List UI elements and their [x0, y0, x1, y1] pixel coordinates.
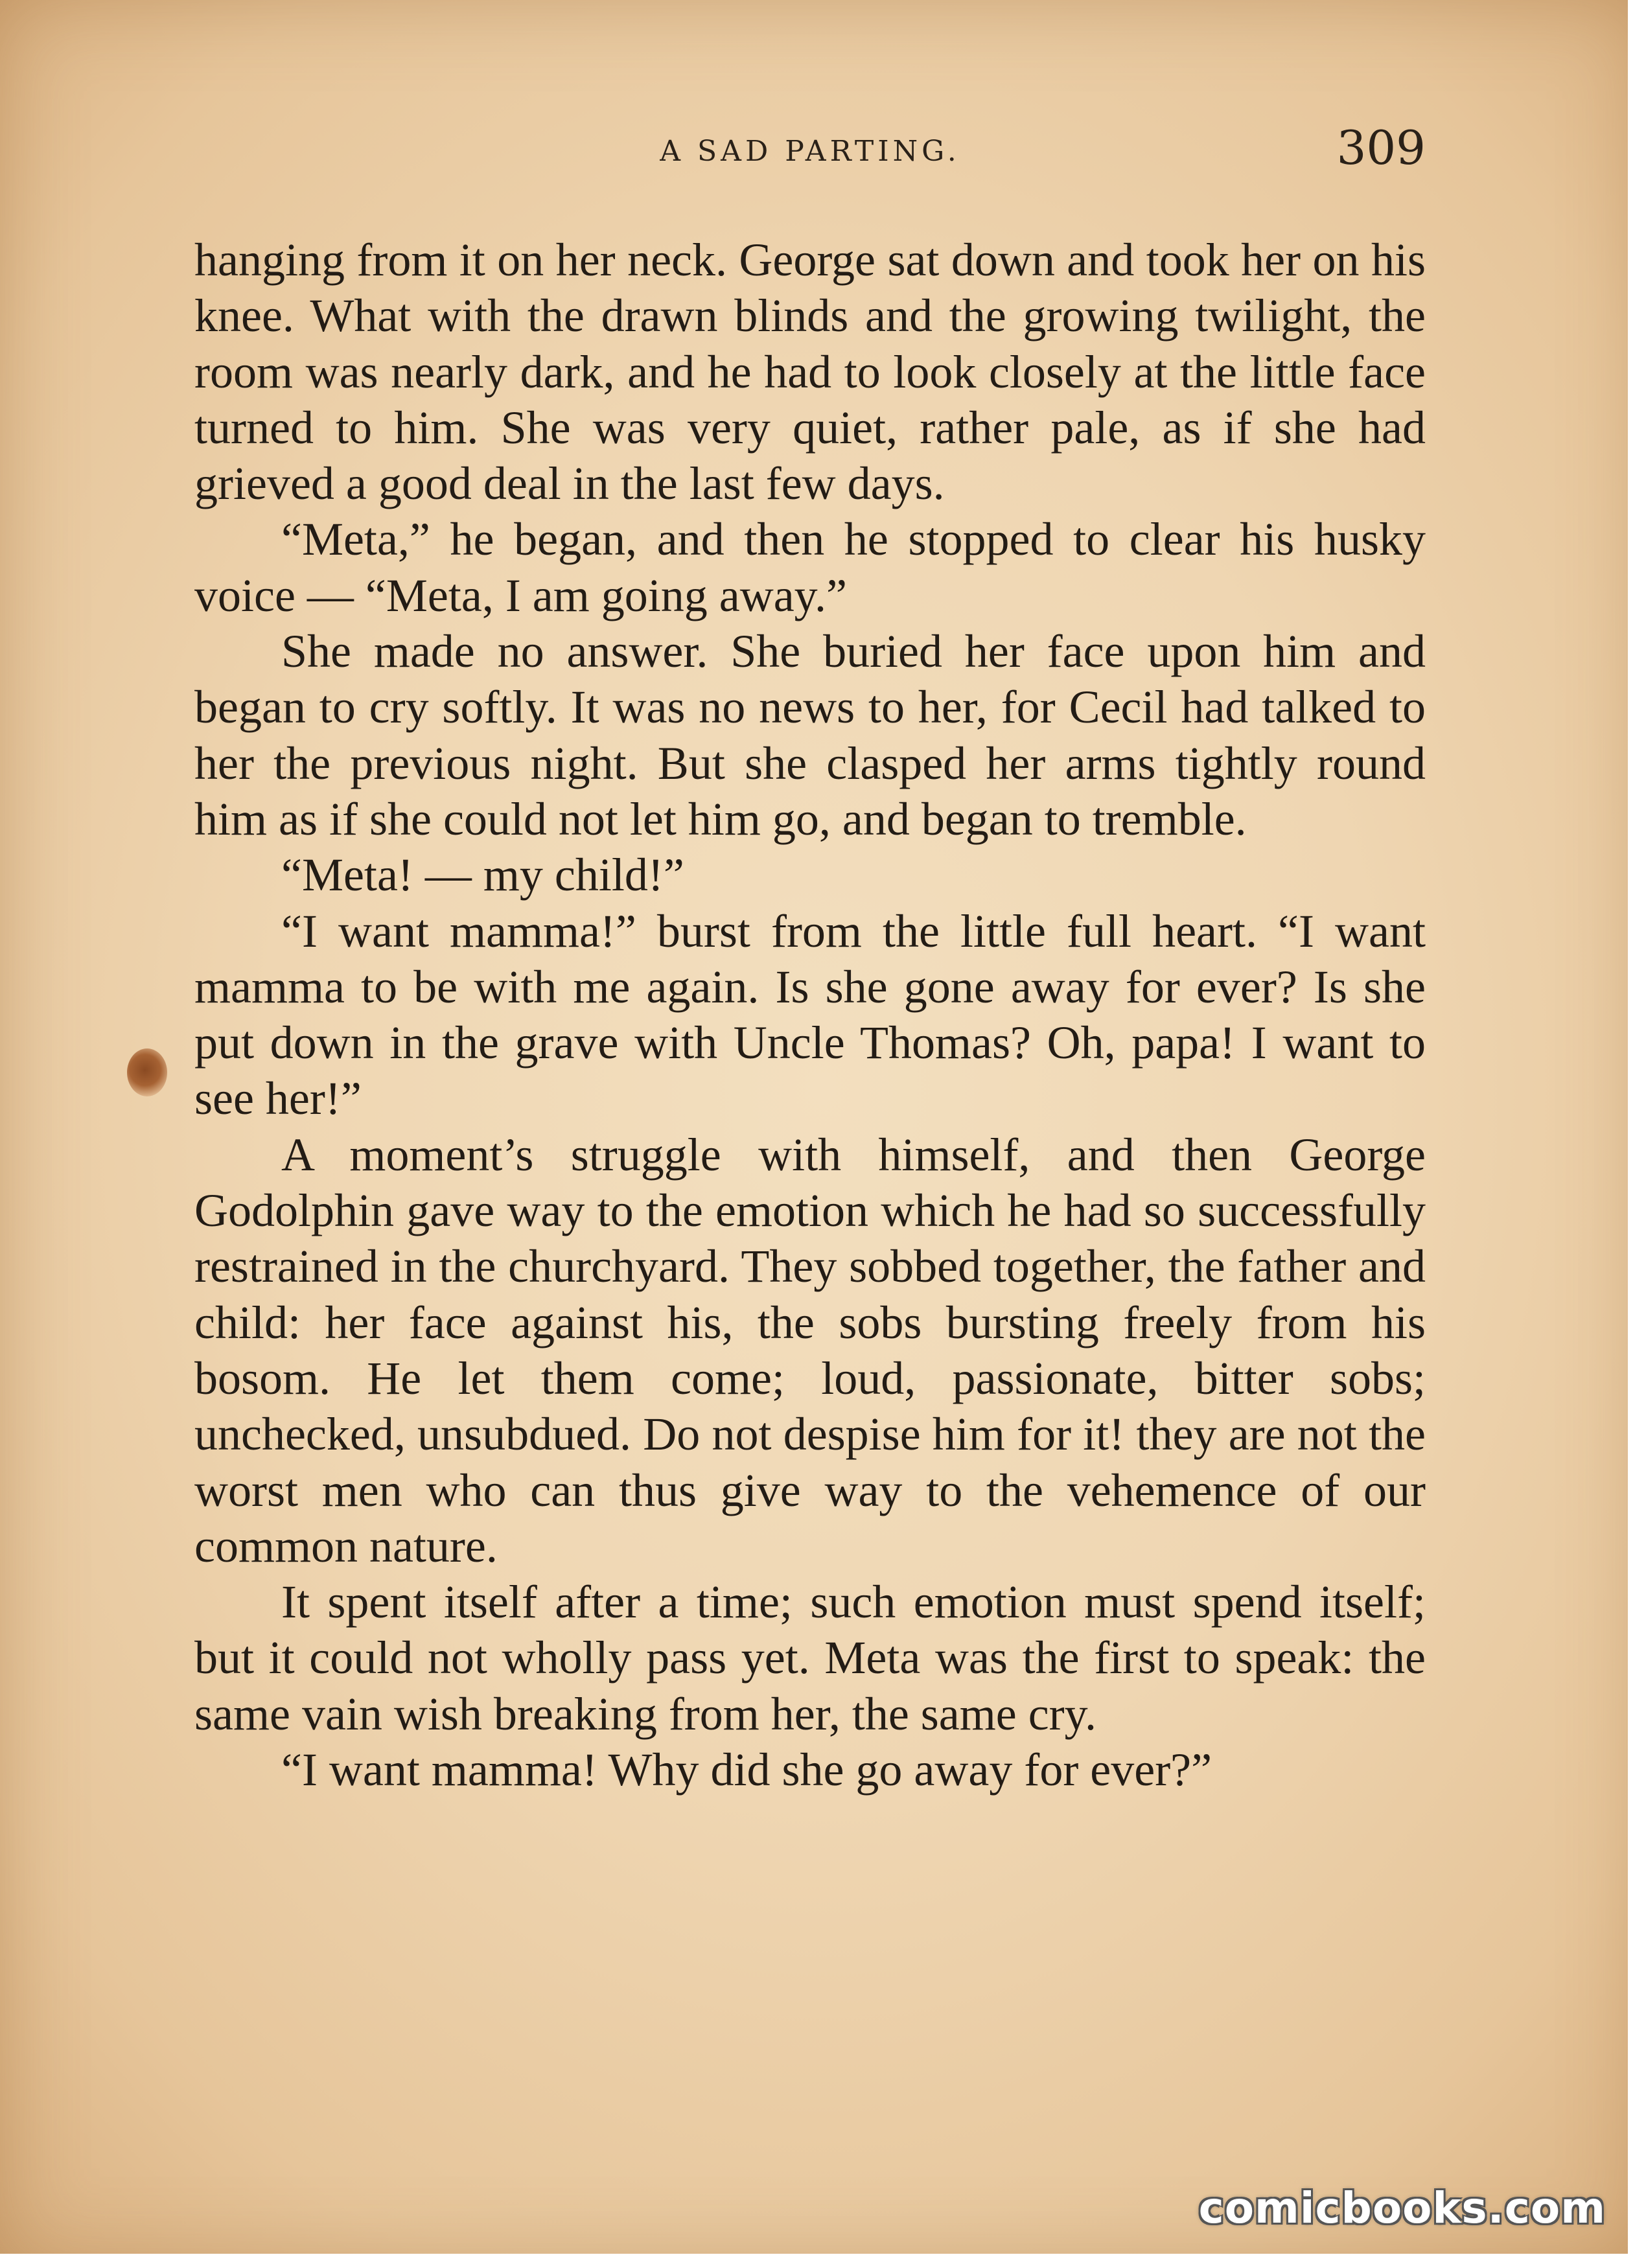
chapter-title: A SAD PARTING.: [660, 135, 960, 168]
paragraph-3: She made no answer. She buried her face upon him and began to cry softly. It was no news to her, for Cecil had talked to her the previous night. But she clasped her arms tightly round him as if she could not let him go, and began to tremble.: [194, 625, 1426, 845]
scan-margin-bottom: [0, 2254, 1646, 2268]
scan-margin-right: [1628, 0, 1646, 2268]
running-head: [194, 121, 1426, 179]
paragraph-2: “Meta,” he began, and then he stopped to clear his husky voice — “Meta, I am going away.”: [194, 513, 1426, 621]
paragraph-5: “I want mamma!” burst from the little full heart. “I want mamma to be with me again. Is she gone away for ever? Is she put down in the grave with Uncle Thomas? Oh, papa! I want to see her!”: [194, 905, 1426, 1125]
stain-spot: [127, 1048, 167, 1096]
paragraph-8: “I want mamma! Why did she go away for ever?”: [281, 1744, 1212, 1796]
paragraph-7: It spent itself after a time; such emotion must spend itself; but it could not wholly pass yet. Meta was the first to speak: the same vain wish breaking from her, the same cry.: [194, 1576, 1426, 1740]
paragraph-1: hanging from it on her neck. George sat down and took her on his knee. What with the drawn blinds and the growing twilight, the room was nearly dark, and he had to look closely at the little face turned to him. She was very quiet, rather pale, as if she had grieved a good deal in the last few days.: [194, 234, 1426, 510]
paragraph-4: “Meta! — my child!”: [281, 849, 684, 901]
page-number: 309: [1336, 121, 1426, 175]
body-text: [194, 232, 1426, 1798]
site-watermark: comicbooks.com: [1198, 2183, 1606, 2233]
paragraph-6: A moment’s struggle with himself, and then George Godolphin gave way to the emotion which he had so successfully restrained in the churchyard. They sobbed together, the father and child: her face against his, the sobs bursting freely from his bosom. He let them come; loud, passionate, bitter sobs; unchecked, unsubdued. Do not despise him for it! they are not the worst men who can thus give way to the vehemence of our common nature.: [194, 1128, 1426, 1572]
